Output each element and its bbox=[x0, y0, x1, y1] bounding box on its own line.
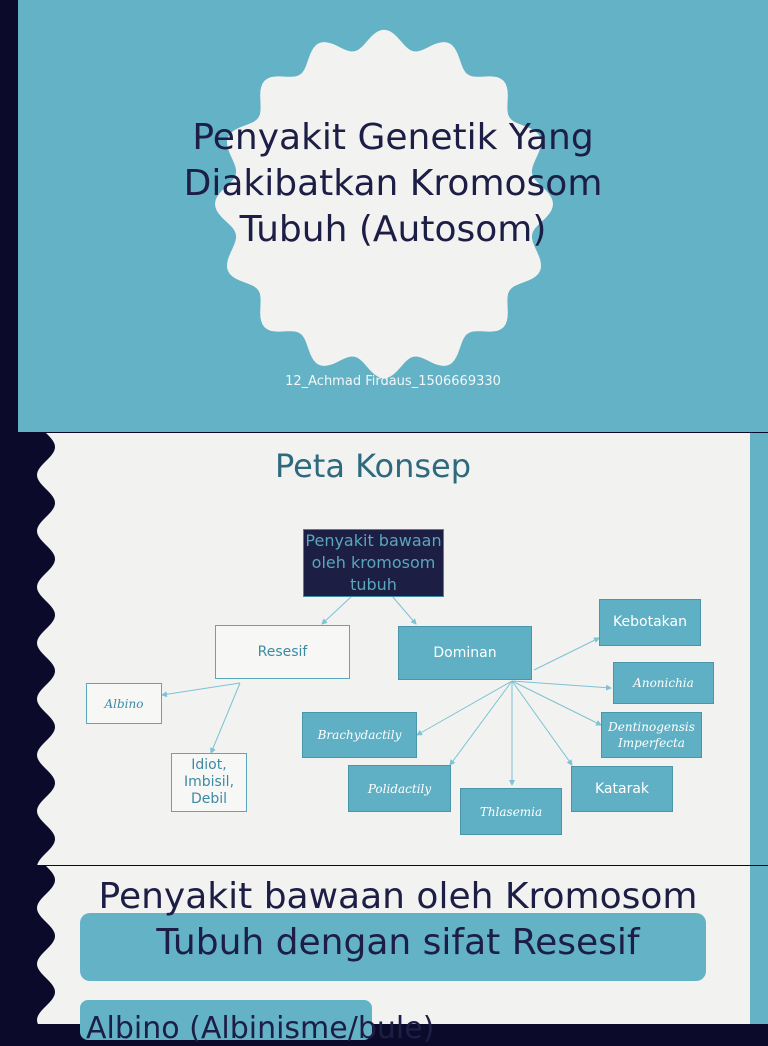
anonichia-node: Anonichia bbox=[613, 662, 714, 704]
brachydactily-node: Brachydactily bbox=[302, 712, 417, 758]
wavy-left-border bbox=[0, 866, 60, 1024]
albino-node: Albino bbox=[86, 683, 162, 724]
resesif-slide bbox=[0, 866, 768, 1046]
kebotakan-node: Kebotakan bbox=[599, 599, 701, 646]
connector-dominan-polidactily bbox=[450, 681, 512, 765]
connector-resesif-idiot bbox=[211, 683, 240, 753]
katarak-node: Katarak bbox=[571, 766, 673, 812]
connector-dominan-kebotakan bbox=[534, 638, 599, 670]
author-subtitle: 12_Achmad Firdaus_1506669330 bbox=[285, 374, 501, 389]
connector-resesif-albino bbox=[162, 683, 240, 695]
resesif-node: Resesif bbox=[215, 625, 350, 679]
albino-content-text: Albino (Albinisme/bule) bbox=[86, 1011, 435, 1046]
dentinogensis-node: Dentinogensis Imperfecta bbox=[601, 712, 702, 758]
concept-map-title: Peta Konsep bbox=[274, 447, 472, 485]
concept-map-slide bbox=[0, 433, 768, 865]
connector-dominan-dentinogensis bbox=[512, 681, 601, 725]
connector-dominan-brachydactily bbox=[417, 681, 512, 735]
thlasemia-node: Thlasemia bbox=[460, 788, 562, 835]
resesif-slide-title: Penyakit bawaan oleh Kromosom Tubuh dengan sifat Resesif bbox=[98, 876, 698, 963]
polidactily-node: Polidactily bbox=[348, 765, 451, 812]
root-node: Penyakit bawaan oleh kromosom tubuh bbox=[303, 529, 444, 597]
connector-dominan-anonichia bbox=[512, 681, 611, 688]
connector-dominan-katarak bbox=[512, 681, 572, 765]
idiot-node: Idiot, Imbisil, Debil bbox=[171, 753, 247, 812]
slide-right-accent bbox=[750, 866, 768, 1024]
dominan-node: Dominan bbox=[398, 626, 532, 680]
presentation-title: Penyakit Genetik Yang Diakibatkan Kromosom Tubuh (Autosom) bbox=[183, 117, 603, 250]
connector-root-dominan bbox=[392, 596, 416, 624]
connector-root-resesif bbox=[322, 596, 352, 624]
title-slide bbox=[0, 0, 768, 432]
